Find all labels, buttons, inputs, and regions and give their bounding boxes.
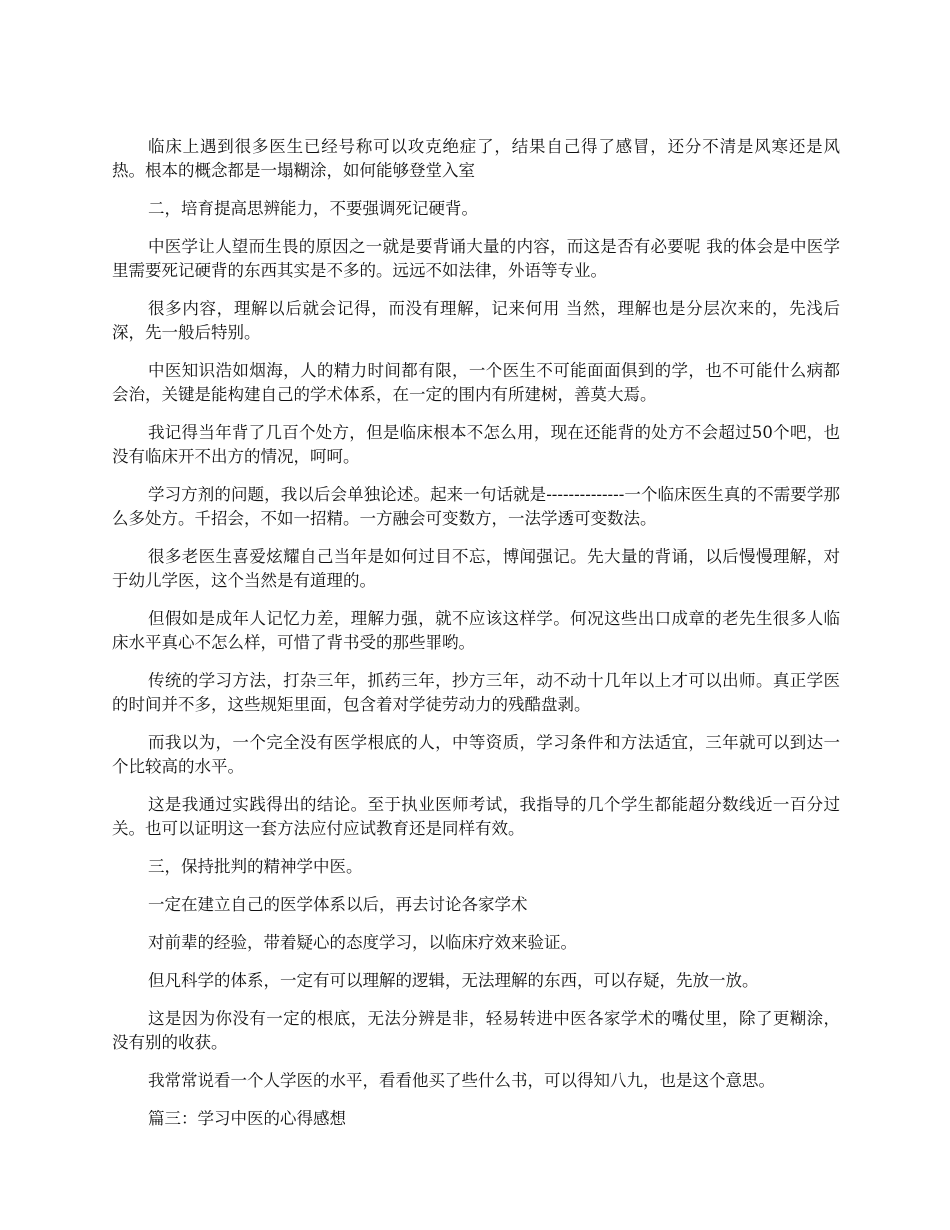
paragraph: 对前辈的经验，带着疑心的态度学习，以临床疗效来验证。 — [148, 933, 577, 952]
paragraph: 我记得当年背了几百个处方，但是临床根本不怎么用，现在还能背的处方不会超过50个吧，也没有临床开不出方的情况，呵呵。 — [112, 423, 840, 466]
paragraph: 我常常说看一个人学医的水平，看看他买了些什么书，可以得知八九，也是这个意思。 — [148, 1071, 775, 1090]
paragraph: 学习方剂的问题，我以后会单独论述。起来一句话就是--------------一个临床医生真的不需要学那么多处方。千招会，不如一招精。一方融会可变数方，一法学透可变数法。 — [112, 485, 840, 528]
paragraph: 一定在建立自己的医学体系以后，再去讨论各家学术 — [148, 895, 528, 914]
paragraph: 但假如是成年人记忆力差，理解力强，就不应该这样学。何况这些出口成章的老先生很多人临床水平真心不怎么样，可惜了背书受的那些罪哟。 — [112, 609, 840, 652]
paragraph: 中医学让人望而生畏的原因之一就是要背诵大量的内容，而这是否有必要呢 我的体会是中医学里需要死记硬背的东西其实是不多的。远远不如法律，外语等专业。 — [112, 237, 840, 280]
paragraph: 中医知识浩如烟海，人的精力时间都有限，一个医生不可能面面俱到的学，也不可能什么病都会治，关键是能构建自己的学术体系，在一定的围内有所建树，善莫大焉。 — [112, 361, 840, 404]
paragraph: 而我以为，一个完全没有医学根底的人，中等资质，学习条件和方法适宜，三年就可以到达一个比较高的水平。 — [112, 733, 840, 776]
section-heading: 三，保持批判的精神学中医。 — [148, 857, 363, 876]
paragraph: 这是因为你没有一定的根底，无法分辨是非，轻易转进中医各家学术的嘴仗里，除了更糊涂，没有别的收获。 — [112, 1009, 840, 1052]
paragraph: 很多老医生喜爱炫耀自己当年是如何过目不忘，博闻强记。先大量的背诵，以后慢慢理解，对于幼儿学医，这个当然是有道理的。 — [112, 547, 840, 590]
chapter-heading: 篇三：学习中医的心得感想 — [148, 1109, 346, 1128]
paragraph: 但凡科学的体系，一定有可以理解的逻辑，无法理解的东西，可以存疑，先放一放。 — [148, 971, 759, 990]
section-heading: 二，培育提高思辨能力，不要强调死记硬背。 — [148, 199, 478, 218]
paragraph: 传统的学习方法，打杂三年，抓药三年，抄方三年，动不动十几年以上才可以出师。真正学医的时间并不多，这些规矩里面，包含着对学徒劳动力的残酷盘剥。 — [112, 671, 840, 714]
paragraph: 很多内容，理解以后就会记得，而没有理解，记来何用 当然，理解也是分层次来的，先浅后深，先一般后特别。 — [112, 299, 840, 342]
document-page — [112, 135, 840, 1145]
paragraph: 这是我通过实践得出的结论。至于执业医师考试，我指导的几个学生都能超分数线近一百分过关。也可以证明这一套方法应付应试教育还是同样有效。 — [112, 795, 840, 838]
paragraph: 临床上遇到很多医生已经号称可以攻克绝症了，结果自己得了感冒，还分不清是风寒还是风热。根本的概念都是一塌糊涂，如何能够登堂入室 — [112, 137, 840, 180]
